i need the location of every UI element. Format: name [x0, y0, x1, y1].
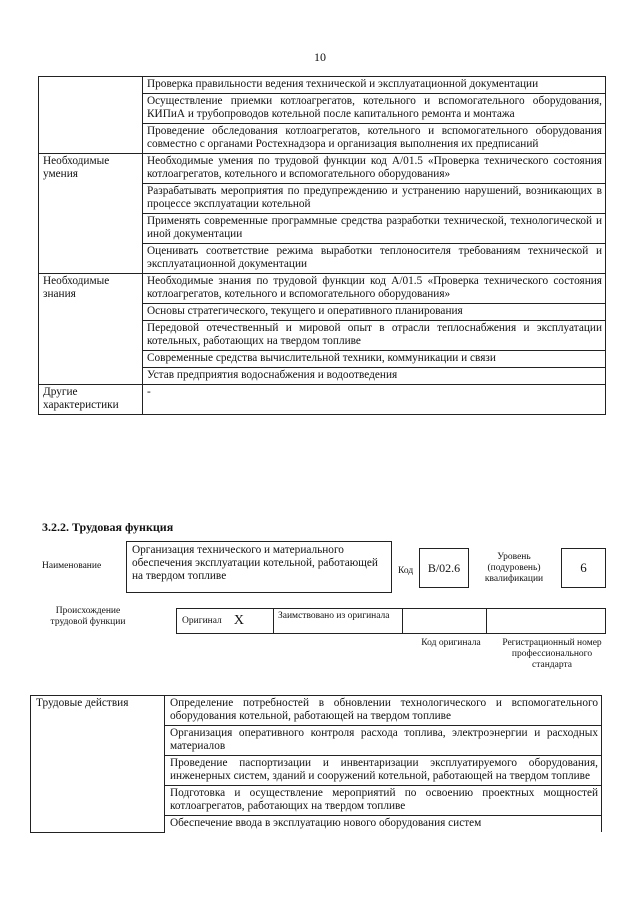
table-cell: - — [143, 385, 606, 415]
table-row — [39, 274, 606, 304]
section-heading: 3.2.2. Трудовая функция — [42, 520, 174, 534]
page-number: 10 — [314, 50, 326, 64]
empty-label-cell — [39, 77, 143, 154]
table-cell: Проведение обследования котлоагрегатов, котельного и вспомогательного оборудования совместно с органами Ростехнадзора и организация выполнения их предписаний — [143, 124, 606, 154]
code-original-label: Код оригинала — [421, 638, 481, 648]
table-cell: Подготовка и осуществление мероприятий по освоению проектных мощностей котлоагрегатов, работающих на твердом топливе — [165, 786, 602, 816]
table-cell: Организация оперативного контроля расхода топлива, электроэнергии и расходных материалов — [165, 726, 602, 756]
table-row — [31, 696, 602, 726]
original-label: Оригинал — [182, 615, 222, 626]
table-cell: Основы стратегического, текущего и оперативного планирования — [143, 304, 606, 321]
table-row — [39, 385, 606, 415]
borrowed-cell: Заимствовано из оригинала — [274, 609, 403, 633]
table-cell: Необходимые умения по трудовой функции код А/01.5 «Проверка технического состояния котлоагрегатов, котельного и вспомогательного оборудования» — [143, 154, 606, 184]
name-label: Наименование — [42, 561, 102, 571]
origin-label: Происхождение трудовой функции — [50, 606, 126, 627]
table-cell: Необходимые знания по трудовой функции код А/01.5 «Проверка технического состояния котлоагрегатов, котельного и вспомогательного оборудования» — [143, 274, 606, 304]
table-cell: Передовой отечественный и мировой опыт в отрасли теплоснабжения и эксплуатации котельных, работающих на твердом топливе — [143, 321, 606, 351]
table-row — [39, 154, 606, 184]
actions-label: Трудовые действия — [31, 696, 165, 833]
table-cell: Проверка правильности ведения технической и эксплуатационной документации — [143, 77, 606, 94]
knowledge-label: Необходимые знания — [39, 274, 143, 385]
code-value-box: В/02.6 — [419, 548, 469, 588]
table-cell: Устав предприятия водоснабжения и водоотведения — [143, 368, 606, 385]
code-label: Код — [398, 566, 414, 576]
table-cell: Осуществление приемки котлоагрегатов, котельного и вспомогательного оборудования, КИПиА и трубопроводов котельной после капитального ремонта и монтажа — [143, 94, 606, 124]
table-cell: Оценивать соответствие режима выработки теплоносителя требованиям технической и эксплуатационной документации — [143, 244, 606, 274]
original-cell — [177, 609, 274, 633]
original-mark: X — [233, 613, 244, 628]
skills-label: Необходимые умения — [39, 154, 143, 274]
table-cell: Разрабатывать мероприятия по предупреждению и устранению нарушений, возникающих в процессе эксплуатации котельной — [143, 184, 606, 214]
function-name-box: Организация технического и материального обеспечения эксплуатации котельной, работающей на твердом топливе — [126, 541, 392, 593]
reg-number-label: Регистрационный номер профессионального стандарта — [502, 638, 602, 670]
table-cell: Современные средства вычислительной техники, коммуникации и связи — [143, 351, 606, 368]
reg-number-cell — [487, 609, 605, 633]
table-cell: Применять современные программные средства разработки технической, технологической и иной документации — [143, 214, 606, 244]
table-cell: Проведение паспортизации и инвентаризации эксплуатируемого оборудования, инженерных систем, зданий и сооружений котельной, работающей на твердом топливе — [165, 756, 602, 786]
level-label: Уровень (подуровень) квалификации — [484, 552, 544, 584]
table-cell: Определение потребностей в обновлении технологического и вспомогательного оборудования котельной, работающей на твердом топливе — [165, 696, 602, 726]
level-value-box: 6 — [561, 548, 606, 588]
actions-table — [30, 695, 602, 833]
table-row — [39, 77, 606, 94]
other-label: Другие характеристики — [39, 385, 143, 415]
table-cell: Обеспечение ввода в эксплуатацию нового оборудования систем — [165, 816, 602, 833]
code-original-cell — [403, 609, 487, 633]
origin-row — [176, 608, 606, 634]
requirements-table — [38, 76, 606, 415]
